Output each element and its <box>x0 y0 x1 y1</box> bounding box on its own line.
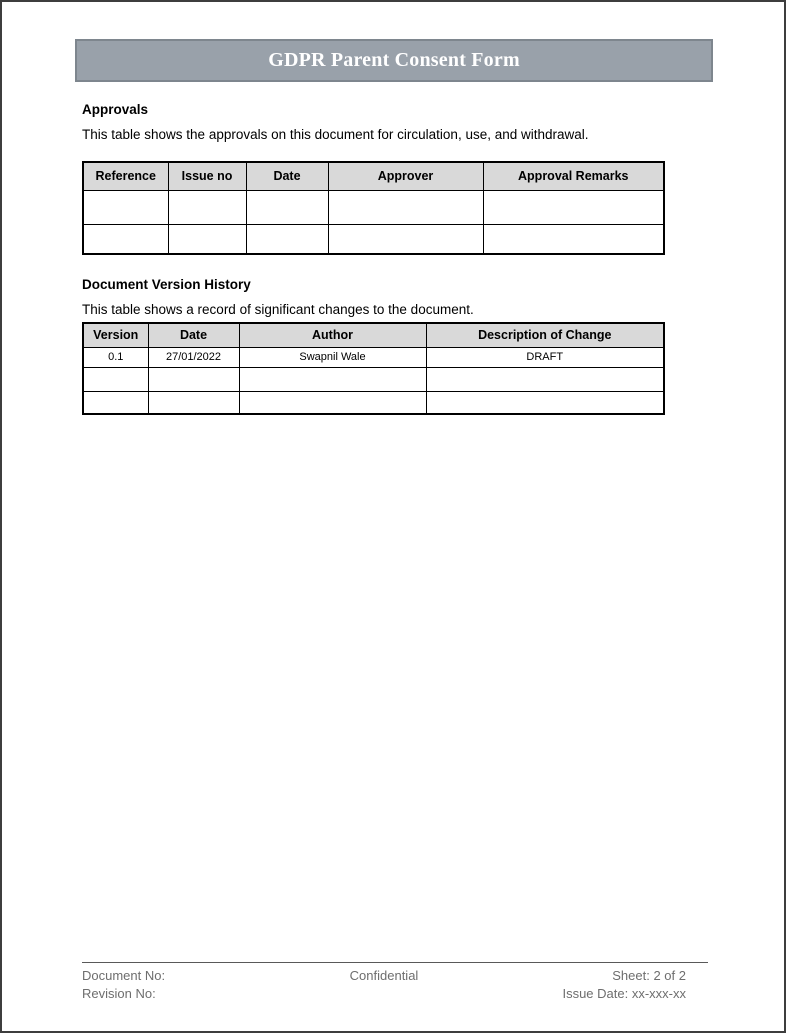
table-cell <box>83 190 168 224</box>
version-history-heading: Document Version History <box>82 277 251 292</box>
approvals-heading: Approvals <box>82 102 149 117</box>
table-cell <box>83 367 148 391</box>
version-history-table-row <box>83 367 664 391</box>
footer-right <box>485 967 708 1003</box>
version-history-table-row <box>83 391 664 414</box>
table-cell <box>148 391 239 414</box>
version-history-col-description: Description of Change <box>426 323 664 347</box>
page-footer <box>82 962 708 1003</box>
document-no-label: Document No: <box>82 968 166 983</box>
table-cell <box>148 367 239 391</box>
revision-no-label: Revision No: <box>82 986 156 1001</box>
date-cell: 27/01/2022 <box>148 347 239 367</box>
approvals-description: This table shows the approvals on this document for circulation, use, and withdrawal. <box>82 127 589 142</box>
version-history-description: This table shows a record of significant changes to the document. <box>82 302 474 317</box>
title-banner <box>75 39 713 82</box>
approvals-table-row <box>83 190 664 224</box>
approvals-header-row <box>83 162 664 190</box>
table-cell <box>246 224 328 254</box>
approvals-col-reference: Reference <box>83 162 168 190</box>
table-cell <box>239 367 426 391</box>
version-history-table <box>82 322 665 415</box>
table-cell <box>246 190 328 224</box>
table-cell <box>483 224 664 254</box>
confidential-label: Confidential <box>349 968 419 983</box>
table-cell <box>483 190 664 224</box>
version-history-col-version: Version <box>83 323 148 347</box>
version-cell: 0.1 <box>83 347 148 367</box>
table-cell <box>239 391 426 414</box>
document-title: GDPR Parent Consent Form <box>268 49 520 71</box>
version-history-header-row <box>83 323 664 347</box>
sheet-number: Sheet: 2 of 2 <box>612 968 686 983</box>
version-history-col-author: Author <box>239 323 426 347</box>
approvals-table-row <box>83 224 664 254</box>
table-cell <box>83 391 148 414</box>
table-cell <box>426 391 664 414</box>
table-cell <box>426 367 664 391</box>
version-history-table-row <box>83 347 664 367</box>
approvals-col-issue-no: Issue no <box>168 162 246 190</box>
approvals-col-date: Date <box>246 162 328 190</box>
approvals-table <box>82 161 665 255</box>
issue-date: Issue Date: xx-xxx-xx <box>562 986 686 1001</box>
author-cell: Swapnil Wale <box>239 347 426 367</box>
approvals-col-approval-remarks: Approval Remarks <box>483 162 664 190</box>
approvals-col-approver: Approver <box>328 162 483 190</box>
table-cell <box>328 190 483 224</box>
footer-left <box>82 967 283 1003</box>
description-cell: DRAFT <box>426 347 664 367</box>
version-history-col-date: Date <box>148 323 239 347</box>
table-cell <box>83 224 168 254</box>
table-cell <box>168 190 246 224</box>
table-cell <box>328 224 483 254</box>
table-cell <box>168 224 246 254</box>
